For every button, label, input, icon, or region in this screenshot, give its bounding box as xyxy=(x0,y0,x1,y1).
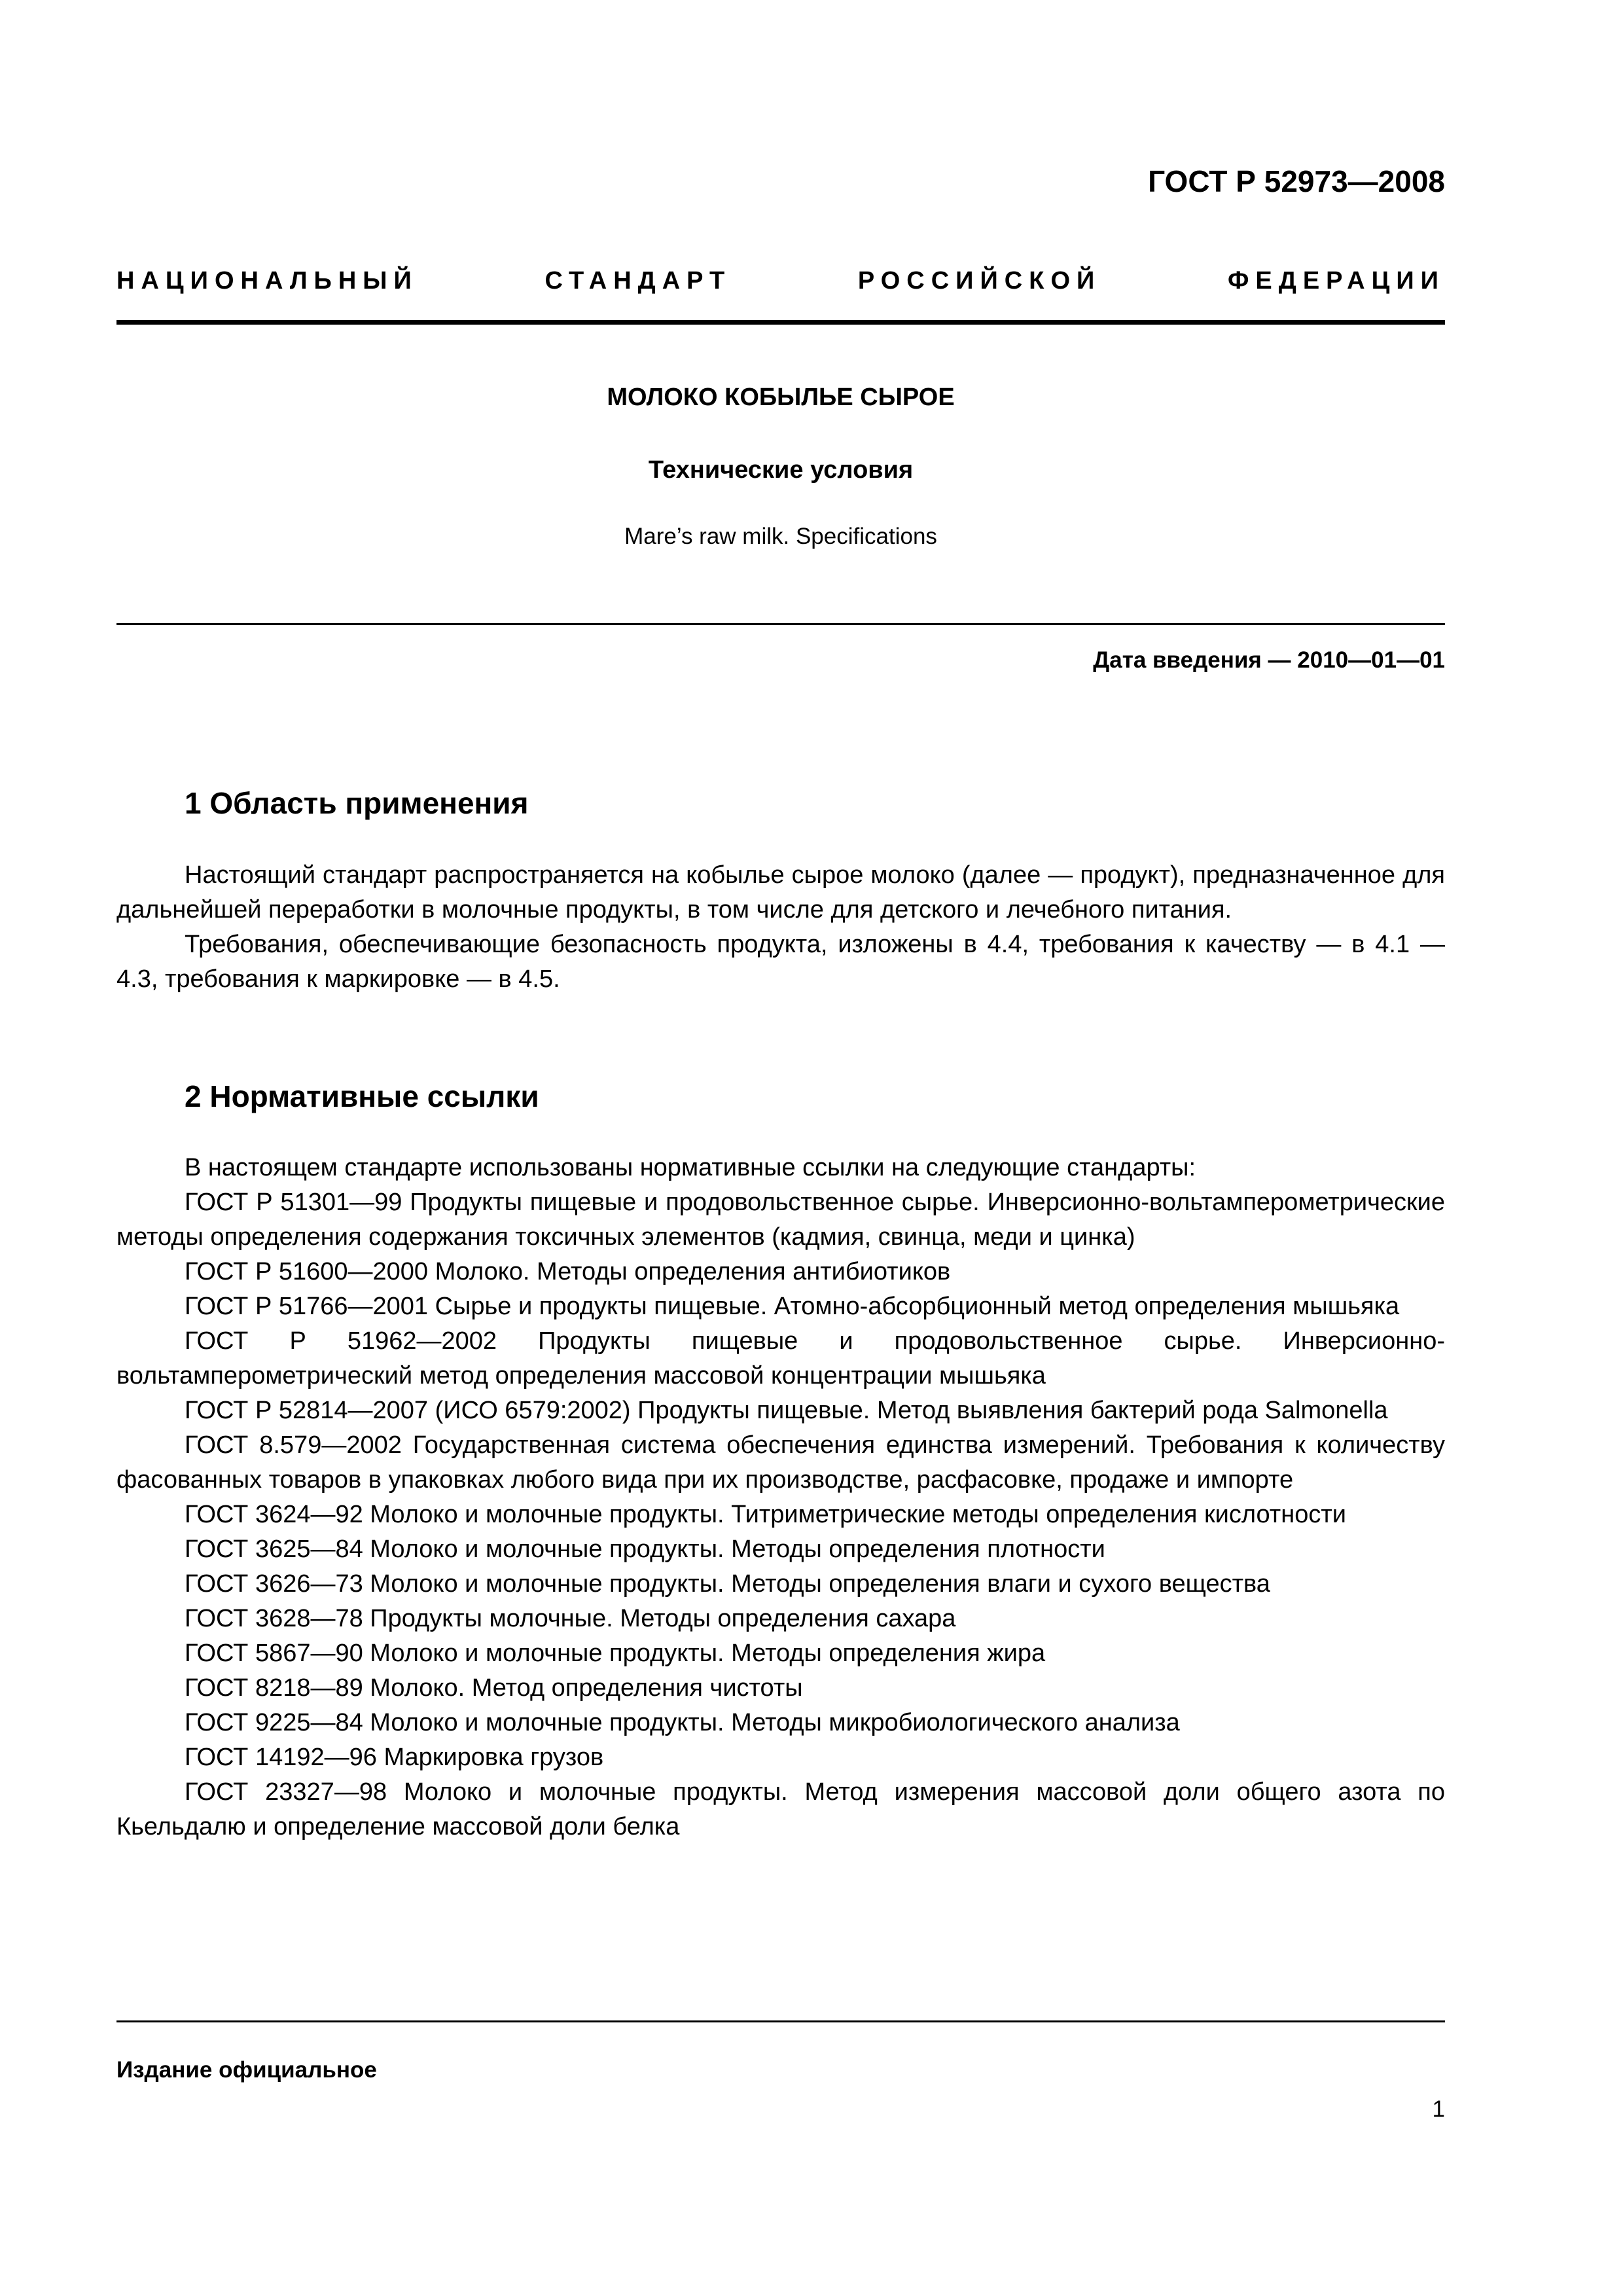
reference-item: ГОСТ Р 51962—2002 Продукты пищевые и продовольственное сырье. Инверсионно-вольтамперометрический метод определения массовой концентрации мышьяка xyxy=(116,1327,1445,1390)
section-1-paragraph: Настоящий стандарт распространяется на кобылье сырое молоко (далее — продукт), предназначенное для дальнейшей переработки в молочные продукты, в том числе для детского и лечебного питания. xyxy=(116,861,1445,924)
document-title: МОЛОКО КОБЫЛЬЕ СЫРОЕ xyxy=(607,384,955,411)
banner-word-national: НАЦИОНАЛЬНЫЙ xyxy=(116,267,418,295)
document-subtitle: Технические условия xyxy=(648,456,914,484)
reference-item: ГОСТ 5867—90 Молоко и молочные продукты. Методы определения жира xyxy=(185,1640,1046,1667)
reference-item: ГОСТ Р 51766—2001 Сырье и продукты пищевые. Атомно-абсорбционный метод определения мышьяка xyxy=(185,1293,1400,1320)
official-edition-label: Издание официальное xyxy=(116,2057,377,2083)
reference-item: ГОСТ Р 51301—99 Продукты пищевые и продовольственное сырье. Инверсионно-вольтамперометрические методы определения содержания токсичных элементов (кадмия, свинца, меди и цинка) xyxy=(116,1189,1445,1251)
section-1-paragraph: Требования, обеспечивающие безопасность продукта, изложены в 4.4, требования к качеству — в 4.1 — 4.3, требования к маркировке — в 4.5. xyxy=(116,931,1445,993)
banner-word-standard: СТАНДАРТ xyxy=(544,267,732,295)
section-2-intro: В настоящем стандарте использованы нормативные ссылки на следующие стандарты: xyxy=(185,1154,1196,1181)
reference-item: ГОСТ Р 51600—2000 Молоко. Методы определения антибиотиков xyxy=(185,1258,951,1285)
section-1-body xyxy=(116,858,1445,997)
banner-word-russian: РОССИЙСКОЙ xyxy=(857,267,1101,295)
section-2-body xyxy=(116,1151,1445,1844)
section-2-heading: 2 Нормативные ссылки xyxy=(185,1079,539,1113)
banner-word-federation: ФЕДЕРАЦИИ xyxy=(1227,267,1445,295)
reference-item: ГОСТ 3625—84 Молоко и молочные продукты. Методы определения плотности xyxy=(185,1535,1105,1563)
title-rule xyxy=(116,623,1445,625)
document-number: ГОСТ Р 52973—2008 xyxy=(1148,164,1445,198)
page-number: 1 xyxy=(1432,2096,1445,2122)
english-title: Mare’s raw milk. Specifications xyxy=(624,524,937,549)
reference-item: ГОСТ 3624—92 Молоко и молочные продукты. Титриметрические методы определения кислотности xyxy=(185,1501,1346,1528)
header-rule xyxy=(116,320,1445,325)
introduction-date: Дата введения — 2010—01—01 xyxy=(1093,647,1445,673)
footer-rule xyxy=(116,2020,1445,2022)
reference-item: ГОСТ Р 52814—2007 (ИСО 6579:2002) Продукты пищевые. Метод выявления бактерий рода Salmonella xyxy=(185,1397,1388,1424)
reference-item: ГОСТ 8218—89 Молоко. Метод определения чистоты xyxy=(185,1674,803,1702)
section-1-heading: 1 Область применения xyxy=(185,786,529,820)
reference-item: ГОСТ 3626—73 Молоко и молочные продукты. Методы определения влаги и сухого вещества xyxy=(185,1570,1270,1598)
reference-item: ГОСТ 9225—84 Молоко и молочные продукты. Методы микробиологического анализа xyxy=(185,1709,1180,1736)
reference-item: ГОСТ 3628—78 Продукты молочные. Методы определения сахара xyxy=(185,1605,956,1632)
reference-item: ГОСТ 14192—96 Маркировка грузов xyxy=(185,1744,604,1771)
reference-item: ГОСТ 23327—98 Молоко и молочные продукты. Метод измерения массовой доли общего азота по Кьельдалю и определение массовой доли белка xyxy=(116,1778,1445,1840)
national-standard-banner xyxy=(116,267,1445,295)
reference-item: ГОСТ 8.579—2002 Государственная система обеспечения единства измерений. Требования к количеству фасованных товаров в упаковках любого вида при их производстве, расфасовке, продаже и импорте xyxy=(116,1431,1445,1494)
